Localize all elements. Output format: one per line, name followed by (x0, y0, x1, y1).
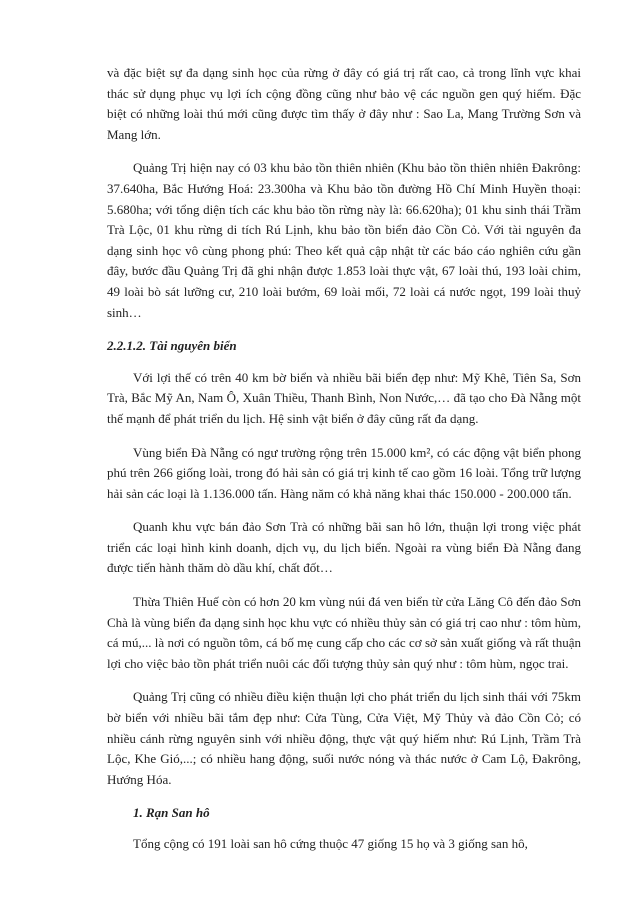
body-paragraph: Quảng Trị hiện nay có 03 khu bảo tồn thiên nhiên (Khu bảo tồn thiên nhiên Đakrông: 37.640ha, Bắc Hướng Hoá: 23.300ha và Khu bảo tồn đường Hồ Chí Minh Huyền thoại: 5.680ha; với tổng diện tích các khu bảo tồn rừng này là: 66.620ha); 01 khu sinh thái Trầm Trà Lộc, 01 khu rừng di tích Rú Lịnh, khu bảo tồn biển đảo Cồn Cỏ. Với tài nguyên đa dạng sinh học vô cùng phong phú: Theo kết quả cập nhật từ các báo cáo nghiên cứu gần đây, bước đầu Quảng Trị đã ghi nhận được 1.853 loài thực vật, 67 loài thú, 193 loài chim, 49 loài bò sát lưỡng cư, 210 loài bướm, 69 loài mối, 72 loài cá nước ngọt, 199 loài thuỷ sinh… (107, 160, 581, 320)
body-paragraph: Quanh khu vực bán đảo Sơn Trà có những bãi san hô lớn, thuận lợi trong việc phát triển các loại hình kinh doanh, dịch vụ, du lịch biển. Ngoài ra vùng biển Đà Nẵng đang được tiến hành thăm dò dầu khí, chất đốt… (107, 519, 581, 576)
body-paragraph: Thừa Thiên Huế còn có hơn 20 km vùng núi đá ven biển từ cửa Lăng Cô đến đảo Sơn Chà là vùng biển đa dạng sinh học khu vực có nhiều thủy sản có giá trị cao như : tôm hùm, cá mú,... là nơi có nguồn tôm, cá bố mẹ cung cấp cho các cơ sở sản xuất giống và rất thuận lợi cho việc bảo tồn phát triển nuôi các đối tượng thủy sản quý như : tôm hùm, ngọc trai. (107, 594, 581, 671)
body-paragraph: Tổng cộng có 191 loài san hô cứng thuộc 47 giống 15 họ và 3 giống san hô, (133, 836, 528, 851)
subsection-heading: 1. Rạn San hô (133, 805, 210, 821)
body-paragraph: Vùng biển Đà Nẵng có ngư trường rộng trên 15.000 km², có các động vật biển phong phú trên 266 giống loài, trong đó hải sản có giá trị kinh tế cao gồm 16 loài. Tổng trữ lượng hải sản các loại là 1.136.000 tấn. Hàng năm có khả năng khai thác 150.000 - 200.000 tấn. (107, 444, 581, 501)
body-paragraph: Quảng Trị cũng có nhiều điều kiện thuận lợi cho phát triển du lịch sinh thái với 75km bờ biển với nhiều bãi tắm đẹp như: Cửa Tùng, Cửa Việt, Mỹ Thủy và đảo Cồn Cỏ; có nhiều cánh rừng nguyên sinh với nhiều động, thực vật quý hiếm như: Rú Lịnh, Trầm Trà Lộc, Khe Gió,...; có nhiều hang động, suối nước nóng và thác nước ở Cam Lộ, Đakrông, Hướng Hóa. (107, 689, 581, 787)
body-paragraph: và đặc biệt sự đa dạng sinh học của rừng ở đây có giá trị rất cao, cả trong lĩnh vực khai thác sử dụng phục vụ lợi ích cộng đồng cũng như bảo vệ các nguồn gen quý hiếm. Đặc biệt có những loài thú mới cũng được tìm thấy ở đây như : Sao La, Mang Trường Sơn và Mang lớn. (107, 65, 581, 142)
body-paragraph: Với lợi thế có trên 40 km bờ biển và nhiều bãi biển đẹp như: Mỹ Khê, Tiên Sa, Sơn Trà, Bắc Mỹ An, Nam Ô, Xuân Thiều, Thanh Bình, Non Nước,… đã tạo cho Đà Nẵng một thế mạnh để phát triển du lịch. Hệ sinh vật biển ở đây cũng rất đa dạng. (107, 369, 581, 426)
document-page (107, 63, 581, 855)
section-heading: 2.2.1.2. Tài nguyên biển (107, 338, 237, 354)
